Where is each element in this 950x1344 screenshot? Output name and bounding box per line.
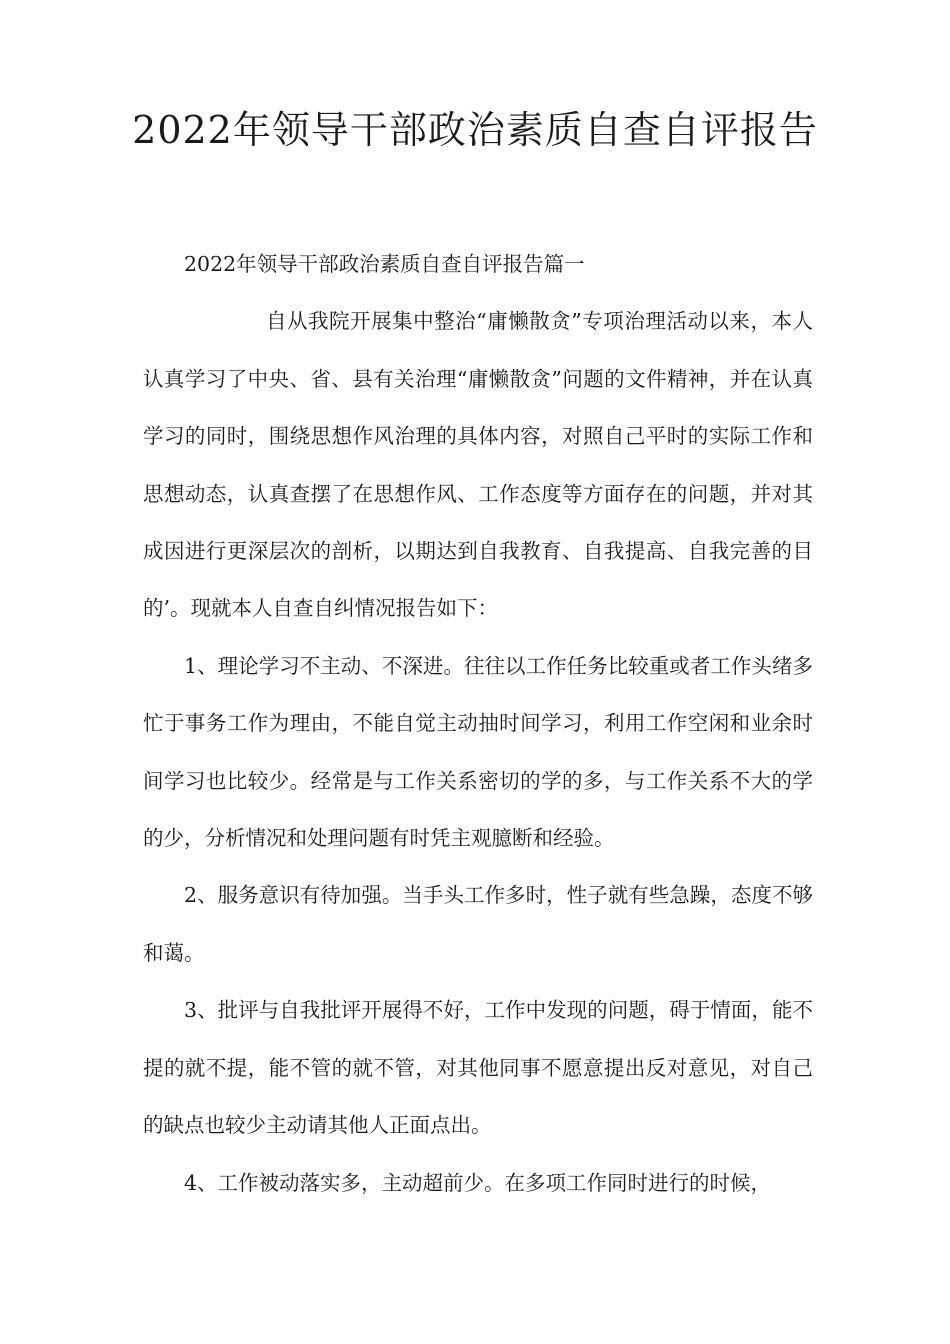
- paragraph-item-3: 3、批评与自我批评开展得不好，工作中发现的问题，碍于情面，能不提的就不提，能不管的就不管，对其他同事不愿意提出反对意见，对自己的缺点也较少主动请其他人正面点出。: [143, 998, 813, 1138]
- paragraph-item-1: 1、理论学习不主动、不深进。往往以工作任务比较重或者工作头绪多忙于事务工作为理由，不能自觉主动抽时间学习，利用工作空闲和业余时间学习也比较少。经常是与工作关系密切的学的多，与工作关系不大的学的少，分析情况和处理问题有时凭主观臆断和经验。: [143, 653, 813, 851]
- document-title: 2022年领导干部政治素质自查自评报告: [132, 108, 818, 152]
- document-body: [143, 236, 813, 1212]
- paragraph-item-2: 2、服务意识有待加强。当手头工作多时，性子就有些急躁，态度不够和蔼。: [143, 883, 813, 965]
- intro-paragraph: 自从我院开展集中整治“庸懒散贪”专项治理活动以来，本人认真学习了中央、省、县有关治理“庸懒散贪”问题的文件精神，并在认真学习的同时，围绕思想作风治理的具体内容，对照自己平时的实际工作和思想动态，认真查摆了在思想作风、工作态度等方面存在的问题，并对其成因进行更深层次的剖析，以期达到自我教育、自我提高、自我完善的目的’。现就本人自查自纠情况报告如下：: [143, 309, 813, 621]
- section-heading: 2022年领导干部政治素质自查自评报告篇一: [184, 252, 585, 276]
- paragraph-item-4: 4、工作被动落实多，主动超前少。在多项工作同时进行的时候，: [184, 1170, 772, 1195]
